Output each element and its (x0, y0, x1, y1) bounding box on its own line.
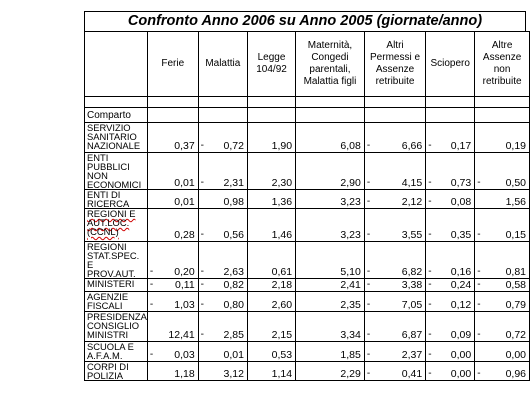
value-cell (426, 242, 475, 279)
cell-value: 0,79 (505, 299, 526, 311)
value-cell (475, 362, 530, 381)
value-cell (475, 190, 530, 209)
cell-value: 0,98 (223, 196, 244, 208)
cell-value: 0,58 (505, 279, 526, 291)
column-header: Sciopero (426, 32, 475, 97)
cell-value: 0,00 (450, 368, 472, 380)
cell-value: 0,35 (450, 229, 472, 241)
header-row (85, 32, 530, 97)
negative-sign: - (366, 229, 371, 240)
table-row (85, 209, 530, 242)
value-cell (198, 153, 247, 190)
negative-sign: - (428, 279, 432, 290)
cell-value: 4,15 (401, 177, 423, 189)
table-title: Confronto Anno 2006 su Anno 2005 (giornate/anno) (84, 11, 526, 32)
cell-value: 2,31 (223, 177, 244, 189)
cell-value: 0,00 (450, 349, 472, 361)
negative-sign: - (428, 196, 432, 207)
value-cell (296, 190, 365, 209)
cell-value: 3,55 (401, 229, 423, 241)
cell-value: 0,19 (505, 140, 526, 152)
table-row (85, 312, 530, 342)
table-row (85, 242, 530, 279)
cell-value: 5,10 (340, 266, 361, 278)
negative-sign: - (149, 279, 154, 290)
column-header: Altri Permessi e Assenze retribuite (364, 32, 425, 97)
cell-value: 0,00 (505, 349, 526, 361)
negative-sign: - (149, 299, 154, 310)
value-cell (426, 312, 475, 342)
cell-value: 2,30 (271, 177, 293, 189)
cell-value: 2,29 (340, 368, 361, 380)
comparison-table (84, 31, 530, 381)
cell-value: 1,90 (271, 140, 293, 152)
cell-value: 0,11 (175, 279, 195, 291)
negative-sign: - (366, 279, 371, 290)
cell-value: 12,41 (168, 329, 195, 341)
negative-sign: - (366, 177, 371, 188)
cell-value: 0,01 (174, 177, 195, 189)
cell-value: 6,66 (401, 140, 423, 152)
column-header: Maternità, Congedi parentali, Malattia figli (296, 32, 365, 97)
negative-sign: - (149, 266, 154, 277)
value-cell (426, 209, 475, 242)
negative-sign: - (200, 177, 205, 188)
cell-value: 0,41 (401, 368, 423, 380)
cell-value: 0,37 (174, 140, 195, 152)
value-cell (198, 242, 247, 279)
table-row (85, 342, 530, 362)
column-header: Legge 104/92 (247, 32, 295, 97)
value-cell (147, 209, 198, 242)
cell-value: 1,85 (340, 349, 361, 361)
cell-value: 1,18 (174, 368, 195, 380)
value-cell (296, 362, 365, 381)
negative-sign: - (200, 279, 205, 290)
cell-value: 3,38 (401, 279, 423, 291)
value-cell (426, 342, 475, 362)
negative-sign: - (477, 266, 481, 277)
comparto-name: CORPI DI POLIZIA (87, 361, 129, 381)
cell-value: 2,12 (401, 196, 423, 208)
table-row (85, 190, 530, 209)
value-cell (247, 279, 295, 292)
value-cell (475, 342, 530, 362)
negative-sign: - (200, 299, 205, 310)
value-cell (147, 279, 198, 292)
cell-value: 2,35 (340, 299, 361, 311)
cell-value: 0,03 (174, 349, 195, 361)
value-cell (296, 279, 365, 292)
negative-sign: - (366, 266, 371, 277)
value-cell (296, 292, 365, 312)
cell-value: 0,73 (450, 177, 472, 189)
cell-value: 0,01 (174, 196, 195, 208)
cell-value: 3,12 (223, 368, 244, 380)
value-cell (247, 209, 295, 242)
comparto-name: ENTI DI RICERCA (87, 189, 130, 209)
cell-value: 2,63 (223, 266, 244, 278)
comparto-name: SERVIZIO SANITARIO NAZIONALE (87, 122, 141, 151)
negative-sign: - (428, 140, 432, 151)
value-cell (296, 123, 365, 153)
column-header: Malattia (198, 32, 247, 97)
negative-sign: - (428, 229, 432, 240)
cell-value: 0,09 (450, 329, 472, 341)
value-cell (296, 153, 365, 190)
negative-sign: - (477, 229, 481, 240)
cell-value: 6,87 (401, 329, 423, 341)
value-cell (247, 312, 295, 342)
value-cell (364, 279, 425, 292)
negative-sign: - (149, 349, 154, 360)
value-cell (147, 153, 198, 190)
cell-value: 0,72 (223, 140, 244, 152)
value-cell (247, 242, 295, 279)
cell-value: 0,17 (450, 140, 472, 152)
value-cell (198, 312, 247, 342)
cell-value: 0,50 (505, 177, 526, 189)
value-cell (147, 362, 198, 381)
cell-value: 0,61 (271, 266, 293, 278)
cell-value: 0,01 (223, 349, 244, 361)
column-header: Altre Assenze non retribuite (475, 32, 530, 97)
cell-value: 2,41 (340, 279, 361, 291)
value-cell (147, 312, 198, 342)
value-cell (475, 209, 530, 242)
comparto-name: MINISTERI (87, 278, 135, 289)
value-cell (247, 123, 295, 153)
value-cell (147, 292, 198, 312)
value-cell (426, 362, 475, 381)
cell-value: 0,56 (223, 229, 244, 241)
negative-sign: - (200, 266, 205, 277)
cell-value: 0,82 (223, 279, 244, 291)
cell-value: 3,23 (340, 196, 361, 208)
column-header: Ferie (147, 32, 198, 97)
value-cell (147, 242, 198, 279)
table-row (85, 153, 530, 190)
cell-value: 2,15 (271, 329, 293, 341)
value-cell (247, 153, 295, 190)
negative-sign: - (428, 299, 432, 310)
negative-sign: - (366, 329, 371, 340)
value-cell (475, 123, 530, 153)
comparto-name: SCUOLA E A.F.A.M. (87, 341, 134, 361)
value-cell (364, 342, 425, 362)
cell-value: 1,14 (271, 368, 293, 380)
table-row (85, 279, 530, 292)
negative-sign: - (477, 299, 481, 310)
negative-sign: - (366, 299, 371, 310)
negative-sign: - (200, 329, 205, 340)
value-cell (364, 153, 425, 190)
value-cell (198, 123, 247, 153)
value-cell (426, 153, 475, 190)
cell-value: 0,20 (174, 266, 195, 278)
cell-value: 2,37 (401, 349, 423, 361)
value-cell (198, 292, 247, 312)
value-cell (198, 279, 247, 292)
comparto-name: REGIONI STAT.SPEC. E PROV.AUT. (87, 241, 140, 279)
value-cell (296, 209, 365, 242)
value-cell (247, 362, 295, 381)
cell-value: 0,24 (450, 279, 472, 291)
value-cell (426, 123, 475, 153)
negative-sign: - (477, 279, 481, 290)
negative-sign: - (428, 266, 432, 277)
value-cell (147, 190, 198, 209)
negative-sign: - (477, 329, 481, 340)
negative-sign: - (200, 229, 205, 240)
cell-value: 3,34 (340, 329, 361, 341)
cell-value: 0,15 (505, 229, 526, 241)
cell-value: 1,36 (271, 196, 293, 208)
value-cell (147, 123, 198, 153)
cell-value: 6,82 (401, 266, 423, 278)
comparto-header: Comparto (87, 110, 131, 121)
value-cell (364, 242, 425, 279)
negative-sign: - (366, 196, 371, 207)
value-cell (198, 209, 247, 242)
negative-sign: - (428, 329, 432, 340)
value-cell (475, 242, 530, 279)
negative-sign: - (428, 349, 432, 360)
value-cell (296, 342, 365, 362)
cell-value: 1,56 (505, 196, 526, 208)
negative-sign: - (428, 368, 432, 379)
cell-value: 0,28 (174, 229, 195, 241)
cell-value: 2,85 (223, 329, 244, 341)
table-row (85, 362, 530, 381)
value-cell (364, 123, 425, 153)
cell-value: 0,72 (505, 329, 526, 341)
negative-sign: - (366, 349, 371, 360)
value-cell (296, 312, 365, 342)
value-cell (198, 190, 247, 209)
cell-value: 2,18 (271, 279, 293, 291)
cell-value: 0,16 (450, 266, 472, 278)
cell-value: 0,12 (450, 299, 472, 311)
comparto-name: ENTI PUBBLICI NON ECONOMICI (87, 152, 142, 190)
comparto-name: PRESIDENZA CONSIGLIO MINISTRI (87, 311, 147, 340)
table-row (85, 123, 530, 153)
cell-value: 0,80 (223, 299, 244, 311)
cell-value: 0,81 (505, 266, 526, 278)
value-cell (426, 279, 475, 292)
table-row (85, 292, 530, 312)
negative-sign: - (477, 177, 481, 188)
cell-value: 2,60 (271, 299, 293, 311)
negative-sign: - (366, 368, 371, 379)
cell-value: 0,53 (271, 349, 293, 361)
negative-sign: - (477, 368, 481, 379)
cell-value: 2,90 (340, 177, 361, 189)
cell-value: 0,96 (505, 368, 526, 380)
value-cell (475, 312, 530, 342)
value-cell (147, 342, 198, 362)
value-cell (247, 342, 295, 362)
value-cell (247, 292, 295, 312)
value-cell (364, 362, 425, 381)
value-cell (198, 342, 247, 362)
comparto-name: AGENZIE FISCALI (87, 291, 129, 311)
cell-value: 1,46 (271, 229, 293, 241)
value-cell (247, 190, 295, 209)
value-cell (475, 292, 530, 312)
negative-sign: - (428, 177, 432, 188)
value-cell (296, 242, 365, 279)
negative-sign: - (200, 140, 205, 151)
value-cell (426, 292, 475, 312)
cell-value: 0,08 (450, 196, 472, 208)
value-cell (364, 292, 425, 312)
cell-value: 6,08 (340, 140, 361, 152)
negative-sign: - (366, 140, 371, 151)
cell-value: 3,23 (340, 229, 361, 241)
value-cell (364, 209, 425, 242)
cell-value: 1,03 (174, 299, 195, 311)
value-cell (364, 190, 425, 209)
value-cell (364, 312, 425, 342)
value-cell (198, 362, 247, 381)
value-cell (475, 153, 530, 190)
comparto-name: REGIONI E AUT.LOC. (CCNL) (87, 208, 136, 237)
value-cell (426, 190, 475, 209)
cell-value: 7,05 (401, 299, 423, 311)
value-cell (475, 279, 530, 292)
